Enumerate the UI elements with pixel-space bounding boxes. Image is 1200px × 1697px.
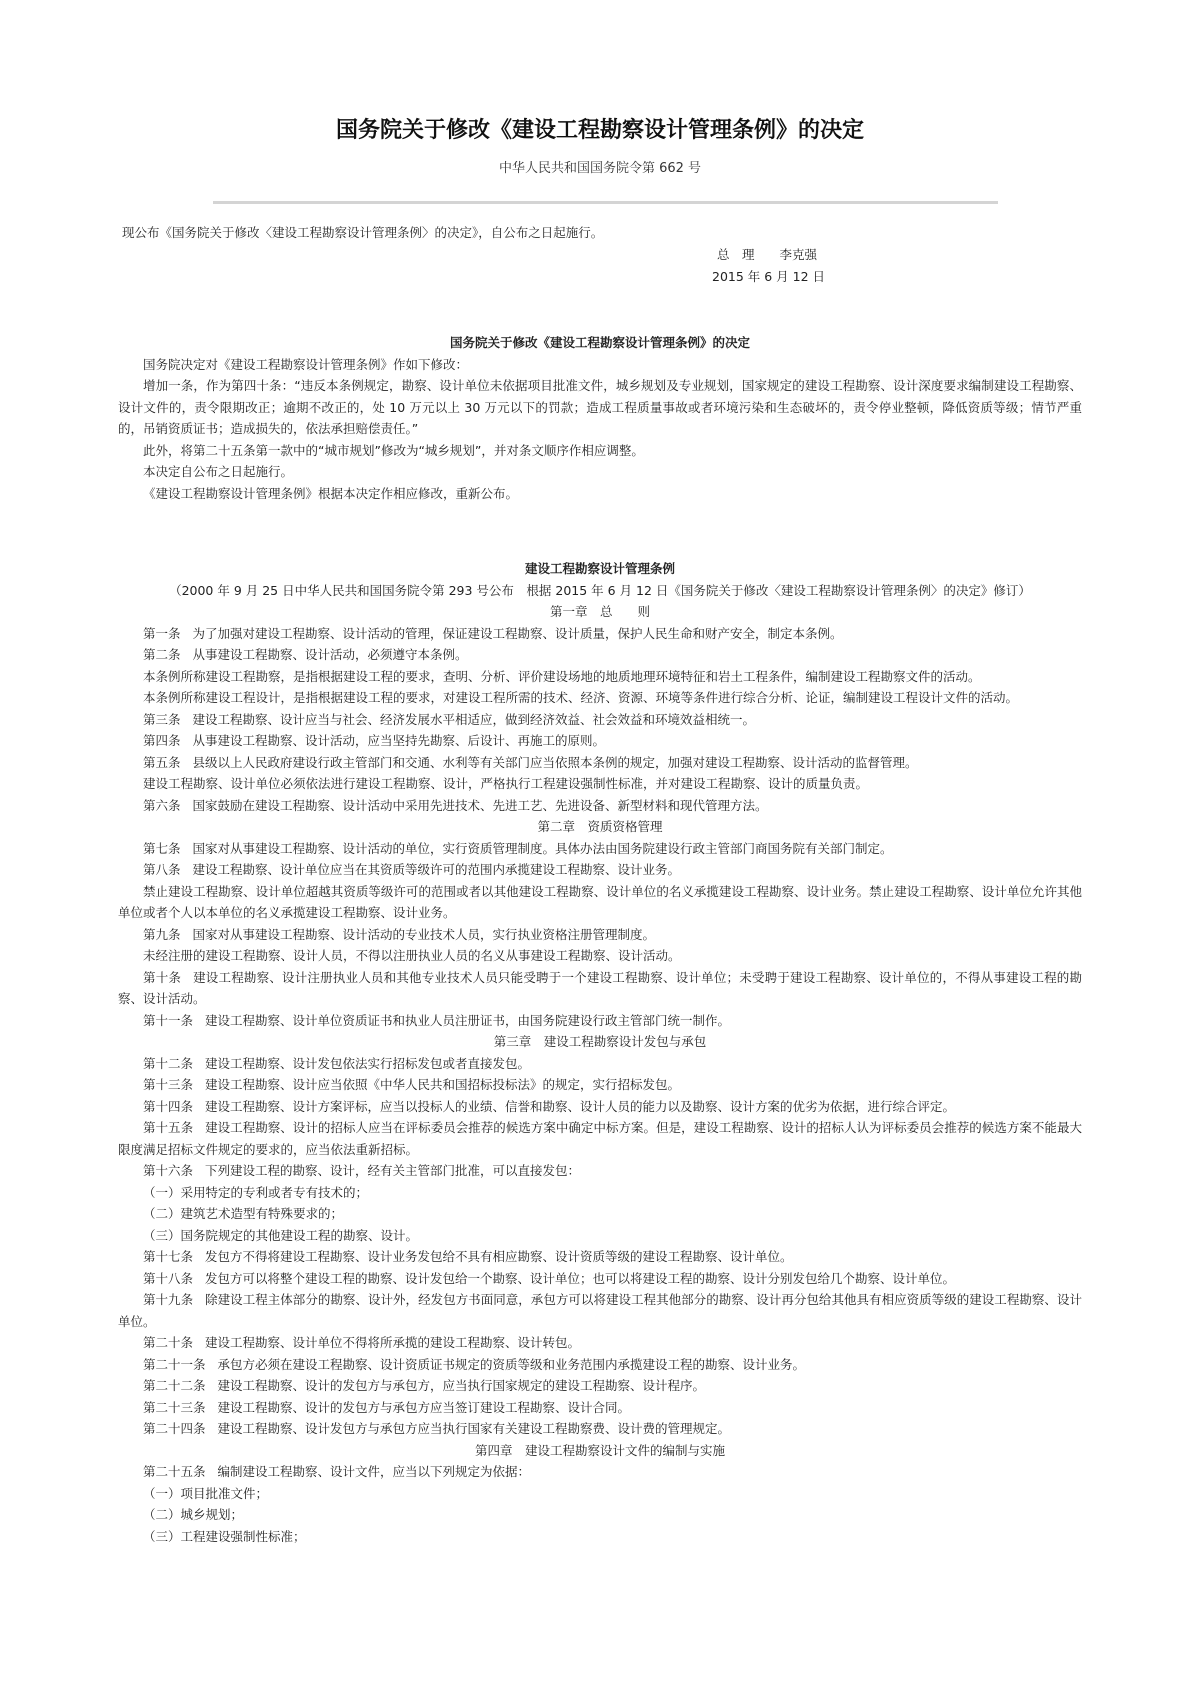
article-paragraph: 禁止建设工程勘察、设计单位超越其资质等级许可的范围或者以其他建设工程勘察、设计单位的名义承揽建设工程勘察、设计业务。禁止建设工程勘察、设计单位允许其他单位或者个人以本单位的名义承揽建设工程勘察、设计业务。: [118, 883, 1082, 920]
article-number: 第二十条: [143, 1335, 194, 1350]
article-text: 建设工程勘察、设计方案评标，应当以投标人的业绩、信誉和勘察、设计人员的能力以及勘察、设计方案的优劣为依据，进行综合评定。: [205, 1098, 956, 1114]
article: [118, 924, 1082, 946]
list-item: （二）城乡规划；: [143, 1507, 244, 1522]
article: [118, 1010, 1082, 1032]
article: [118, 795, 1082, 817]
article: [118, 644, 1082, 666]
article: [118, 1418, 1082, 1440]
decision-section: [118, 332, 1082, 504]
revision-note: （2000 年 9 月 25 日中华人民共和国国务院令第 293 号公布 根据 2015 年 6 月 12 日《国务院关于修改〈建设工程勘察设计管理条例〉的决定》修订）: [169, 582, 1031, 598]
decision-paragraph: 国务院决定对《建设工程勘察设计管理条例》作如下修改：: [143, 356, 469, 372]
article-number: 第十二条: [143, 1055, 194, 1071]
list-item: （三）工程建设强制性标准；: [143, 1528, 306, 1544]
article-text: 建设工程勘察、设计应当依照《中华人民共和国招标投标法》的规定，实行招标发包。: [205, 1077, 681, 1092]
list-item: （二）建筑艺术造型有特殊要求的；: [143, 1206, 344, 1221]
decision-paragraph: 本决定自公布之日起施行。: [143, 464, 294, 479]
article: [118, 1397, 1082, 1419]
promulgation-date: 2015 年 6 月 12 日: [712, 269, 826, 284]
chapter-title: 第三章 建设工程勘察设计发包与承包: [493, 1034, 707, 1049]
article-text: 建设工程勘察、设计的发包方与承包方，应当执行国家规定的建设工程勘察、设计程序。: [217, 1378, 706, 1393]
article: [118, 1375, 1082, 1397]
page-title: 国务院关于修改《建设工程勘察设计管理条例》的决定: [335, 118, 864, 143]
article-number: 第二十二条: [143, 1378, 206, 1393]
article-number: 第十八条: [143, 1270, 194, 1286]
article-number: 第十四条: [143, 1098, 194, 1114]
article: [118, 1117, 1082, 1160]
article-number: 第十条: [143, 969, 182, 985]
article: [118, 838, 1082, 860]
article: [118, 1354, 1082, 1376]
article-number: 第十六条: [143, 1163, 194, 1178]
article-text: 除建设工程主体部分的勘察、设计外，经发包方书面同意，承包方可以将建设工程其他部分的勘察、设计再分包给其他具有相应资质等级的建设工程勘察、设计单位。: [118, 1292, 1082, 1329]
article-paragraph: 本条例所称建设工程设计，是指根据建设工程的要求，对建设工程所需的技术、经济、资源、环境等条件进行综合分析、论证，编制建设工程设计文件的活动。: [143, 690, 1019, 705]
article-number: 第三条: [143, 711, 181, 727]
chapter-title: 第一章 总 则: [549, 604, 650, 619]
regulation-heading: 建设工程勘察设计管理条例: [524, 561, 675, 576]
article-text: 发包方可以将整个建设工程的勘察、设计发包给一个勘察、设计单位；也可以将建设工程的勘察、设计分别发包给几个勘察、设计单位。: [205, 1270, 956, 1286]
decision-paragraph: 增加一条，作为第四十条：“违反本条例规定，勘察、设计单位未依据项目批准文件，城乡规划及专业规划，国家规定的建设工程勘察、设计深度要求编制建设工程勘察、设计文件的，责令限期改正；逾期不改正的，处 10 万元以上 30 万元以下的罚款；造成工程质量事故或者环境污染和生态破坏的，责令停业整顿，降低资质等级；情节严重的，吊销资质证书；造成损失的，依法承担赔偿责任。”: [118, 378, 1082, 436]
article-number: 第十五条: [143, 1120, 194, 1135]
article-text: 建设工程勘察、设计发包依法实行招标发包或者直接发包。: [205, 1055, 531, 1071]
article-text: 建设工程勘察、设计发包方与承包方应当执行国家有关建设工程勘察费、设计费的管理规定。: [217, 1421, 731, 1436]
article-number: 第二条: [143, 647, 181, 662]
decision-paragraph: 《建设工程勘察设计管理条例》根据本决定作相应修改，重新公布。: [143, 485, 519, 501]
article-paragraph: 本条例所称建设工程勘察，是指根据建设工程的要求，查明、分析、评价建设场地的地质地理环境特征和岩土工程条件，编制建设工程勘察文件的活动。: [143, 668, 981, 684]
article-number: 第四条: [143, 733, 181, 748]
chapter-title: 第四章 建设工程勘察设计文件的编制与实施: [474, 1442, 725, 1458]
article-text: 为了加强对建设工程勘察、设计活动的管理，保证建设工程勘察、设计质量，保护人民生命和财产安全，制定本条例。: [192, 625, 843, 641]
divider: [213, 201, 998, 204]
article-number: 第十九条: [143, 1292, 194, 1307]
article-number: 第七条: [143, 840, 181, 856]
article-number: 第十三条: [143, 1077, 194, 1092]
article: [118, 967, 1082, 1010]
article-text: 国家鼓励在建设工程勘察、设计活动中采用先进技术、先进工艺、先进设备、新型材料和现代管理方法。: [192, 797, 768, 813]
article-text: 国家对从事建设工程勘察、设计活动的单位，实行资质管理制度。具体办法由国务院建设行政主管部门商国务院有关部门制定。: [192, 840, 893, 856]
article: [118, 623, 1082, 645]
article-text: 从事建设工程勘察、设计活动，应当坚持先勘察、后设计、再施工的原则。: [192, 733, 606, 748]
article: [118, 1074, 1082, 1096]
article: [118, 730, 1082, 752]
decision-paragraph: 此外，将第二十五条第一款中的“城市规划”修改为“城乡规划”，并对条文顺序作相应调整。: [143, 442, 644, 458]
article-number: 第二十一条: [143, 1356, 206, 1372]
article-text: 下列建设工程的勘察、设计，经有关主管部门批准，可以直接发包：: [205, 1163, 581, 1178]
article-text: 国家对从事建设工程勘察、设计活动的专业技术人员，实行执业资格注册管理制度。: [192, 926, 656, 942]
article: [118, 1246, 1082, 1268]
article: [118, 709, 1082, 731]
article-text: 建设工程勘察、设计应当与社会、经济发展水平相适应，做到经济效益、社会效益和环境效益相统一。: [192, 711, 756, 727]
article-number: 第二十三条: [143, 1399, 206, 1415]
regulation-section: [118, 558, 1082, 1547]
decree-number: 中华人民共和国国务院令第 662 号: [498, 161, 702, 176]
article-text: 建设工程勘察、设计单位资质证书和执业人员注册证书，由国务院建设行政主管部门统一制作。: [205, 1012, 731, 1028]
article-text: 编制建设工程勘察、设计文件，应当以下列规定为依据：: [217, 1464, 531, 1479]
article: [118, 1053, 1082, 1075]
article: [118, 752, 1082, 774]
article-text: 建设工程勘察、设计单位应当在其资质等级许可的范围内承揽建设工程勘察、设计业务。: [192, 862, 681, 877]
article-text: 承包方必须在建设工程勘察、设计资质证书规定的资质等级和业务范围内承揽建设工程的勘察、设计业务。: [217, 1356, 806, 1372]
article-text: 建设工程勘察、设计单位不得将所承揽的建设工程勘察、设计转包。: [205, 1335, 581, 1350]
signatory: [717, 246, 817, 264]
article-number: 第五条: [143, 754, 181, 770]
article-number: 第一条: [143, 625, 181, 641]
article-text: 从事建设工程勘察、设计活动，必须遵守本条例。: [192, 647, 468, 662]
article: [118, 1461, 1082, 1483]
list-item: （一）采用特定的专利或者专有技术的；: [143, 1184, 369, 1200]
article: [118, 1096, 1082, 1118]
article: [118, 1289, 1082, 1332]
article-number: 第二十四条: [143, 1421, 206, 1436]
chapter-title: 第二章 资质资格管理: [537, 819, 663, 834]
promulgation-text: 现公布《国务院关于修改〈建设工程勘察设计管理条例〉的决定》，自公布之日起施行。: [122, 225, 604, 240]
article-text: 县级以上人民政府建设行政主管部门和交通、水利等有关部门应当依照本条例的规定，加强对建设工程勘察、设计活动的监督管理。: [192, 754, 918, 770]
article: [118, 1160, 1082, 1182]
article: [118, 1332, 1082, 1354]
article-number: 第十一条: [143, 1012, 194, 1028]
article-text: 发包方不得将建设工程勘察、设计业务发包给不具有相应勘察、设计资质等级的建设工程勘察、设计单位。: [205, 1249, 793, 1264]
article-paragraph: 建设工程勘察、设计单位必须依法进行建设工程勘察、设计，严格执行工程建设强制性标准，并对建设工程勘察、设计的质量负责。: [143, 776, 869, 791]
article-number: 第二十五条: [143, 1464, 206, 1479]
signatory-name: 李克强: [779, 247, 818, 262]
article: [118, 859, 1082, 881]
article-paragraph: 未经注册的建设工程勘察、设计人员，不得以注册执业人员的名义从事建设工程勘察、设计活动。: [143, 948, 681, 963]
article-text: 建设工程勘察、设计注册执业人员和其他专业技术人员只能受聘于一个建设工程勘察、设计单位；未受聘于建设工程勘察、设计单位的，不得从事建设工程的勘察、设计活动。: [118, 969, 1082, 1006]
list-item: （一）项目批准文件；: [143, 1485, 269, 1501]
article-number: 第十七条: [143, 1249, 194, 1264]
article: [118, 1268, 1082, 1290]
list-item: （三）国务院规定的其他建设工程的勘察、设计。: [143, 1227, 419, 1243]
signatory-title: 总 理: [717, 247, 755, 262]
article-text: 建设工程勘察、设计的招标人应当在评标委员会推荐的候选方案中确定中标方案。但是，建设工程勘察、设计的招标人认为评标委员会推荐的候选方案不能最大限度满足招标文件规定的要求的，应当依法重新招标。: [118, 1120, 1082, 1157]
article-number: 第九条: [143, 926, 181, 942]
decision-heading: 国务院关于修改《建设工程勘察设计管理条例》的决定: [449, 335, 750, 350]
article-number: 第八条: [143, 862, 181, 877]
article-text: 建设工程勘察、设计的发包方与承包方应当签订建设工程勘察、设计合同。: [217, 1399, 631, 1415]
article-number: 第六条: [143, 797, 181, 813]
